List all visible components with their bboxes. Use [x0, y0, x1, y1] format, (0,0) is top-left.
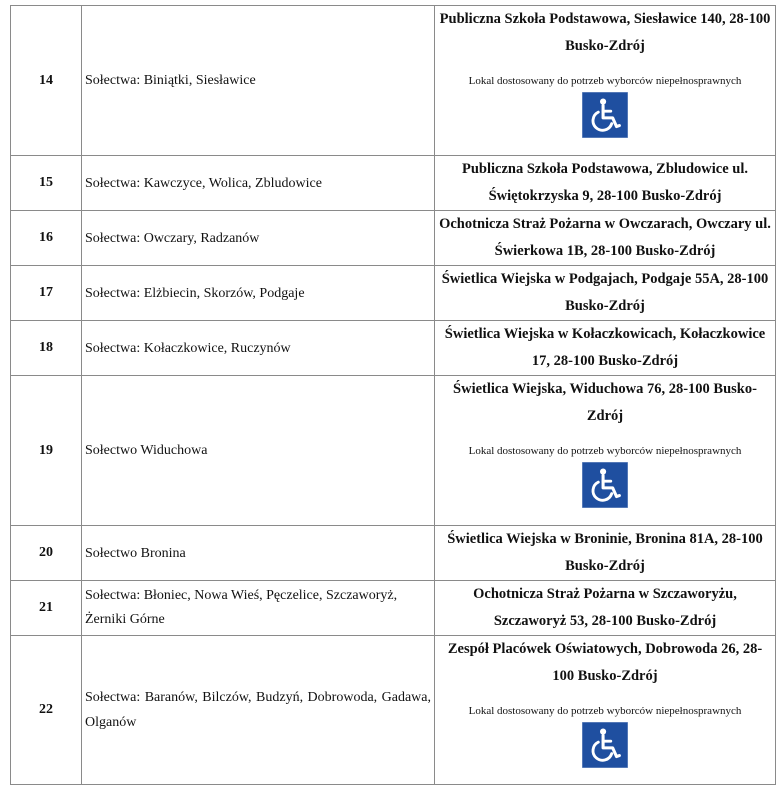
table-row	[11, 581, 776, 636]
polling-location	[435, 6, 776, 156]
district-number: 14	[11, 6, 82, 156]
location-address: Ochotnicza Straż Pożarna w Owczarach, Owczary ul. Świerkowa 1B, 28-100 Busko-Zdrój	[435, 211, 776, 266]
wheelchair-accessibility-icon	[582, 462, 628, 508]
district-number: 21	[11, 581, 82, 636]
location-address: Świetlica Wiejska w Broninie, Bronina 81A, 28-100 Busko-Zdrój	[435, 526, 776, 581]
district-area: Sołectwa: Błoniec, Nowa Wieś, Pęczelice, Szczaworyż, Żerniki Górne	[82, 581, 435, 636]
district-area: Sołectwa: Biniątki, Siesławice	[82, 6, 435, 156]
location-address: Publiczna Szkoła Podstawowa, Zbludowice ul. Świętokrzyska 9, 28-100 Busko-Zdrój	[435, 156, 776, 211]
accessibility-note: Lokal dostosowany do potrzeb wyborców niepełnosprawnych	[468, 75, 742, 87]
wheelchair-accessibility-icon	[582, 92, 628, 138]
district-number: 16	[11, 211, 82, 266]
district-area: Sołectwa: Baranów, Bilczów, Budzyń, Dobrowoda, Gadawa, Olganów	[82, 636, 435, 785]
district-area: Sołectwa: Owczary, Radzanów	[82, 211, 435, 266]
district-number: 22	[11, 636, 82, 785]
location-address: Świetlica Wiejska, Widuchowa 76, 28-100 Busko-Zdrój	[453, 381, 757, 424]
district-area: Sołectwo Bronina	[82, 526, 435, 581]
table-row	[11, 156, 776, 211]
district-number: 17	[11, 266, 82, 321]
table-row	[11, 636, 776, 785]
table-row	[11, 376, 776, 526]
district-number: 18	[11, 321, 82, 376]
polling-location	[435, 636, 776, 785]
table-row	[11, 6, 776, 156]
polling-location	[435, 376, 776, 526]
accessibility-note: Lokal dostosowany do potrzeb wyborców niepełnosprawnych	[468, 705, 742, 717]
district-area: Sołectwa: Kawczyce, Wolica, Zbludowice	[82, 156, 435, 211]
table-row	[11, 321, 776, 376]
location-address: Publiczna Szkoła Podstawowa, Siesławice 140, 28-100 Busko-Zdrój	[439, 11, 771, 54]
polling-stations-table	[10, 5, 776, 785]
district-area: Sołectwo Widuchowa	[82, 376, 435, 526]
table-row	[11, 526, 776, 581]
location-address: Świetlica Wiejska w Kołaczkowicach, Kołaczkowice 17, 28-100 Busko-Zdrój	[435, 321, 776, 376]
district-number: 20	[11, 526, 82, 581]
location-address: Świetlica Wiejska w Podgajach, Podgaje 55A, 28-100 Busko-Zdrój	[435, 266, 776, 321]
district-area: Sołectwa: Elżbiecin, Skorzów, Podgaje	[82, 266, 435, 321]
table-row	[11, 266, 776, 321]
district-number: 19	[11, 376, 82, 526]
location-address: Ochotnicza Straż Pożarna w Szczaworyżu, Szczaworyż 53, 28-100 Busko-Zdrój	[435, 581, 776, 636]
wheelchair-accessibility-icon	[582, 722, 628, 768]
location-address: Zespół Placówek Oświatowych, Dobrowoda 26, 28-100 Busko-Zdrój	[447, 641, 763, 684]
district-number: 15	[11, 156, 82, 211]
accessibility-note: Lokal dostosowany do potrzeb wyborców niepełnosprawnych	[468, 445, 742, 457]
district-area: Sołectwa: Kołaczkowice, Ruczynów	[82, 321, 435, 376]
table-row	[11, 211, 776, 266]
